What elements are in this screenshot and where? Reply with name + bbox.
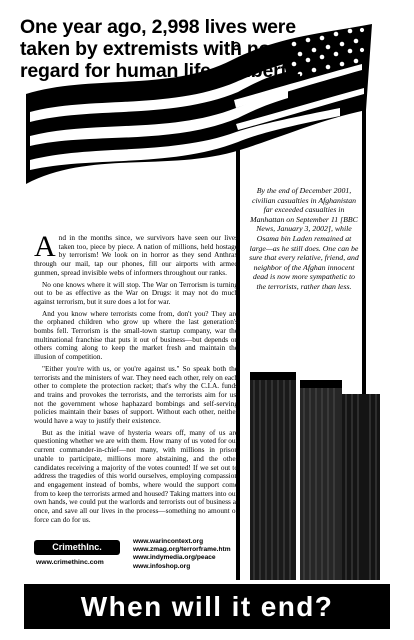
sidebar-quote: By the end of December 2001, civilian casualties in Afghanistan far exceeded casualties in Manhattan on September 11 [BBC News, January 3, 2002], while Osama bin Laden remained at large—as he still does. One can be sure that every relative, friend, and neighbor of the Afghan innocent dead is now more sympathetic to the terrorists, rather than less. <box>249 186 359 291</box>
paragraph-2: No one knows where it will stop. The War on Terrorism is turning out to be as effective as the War on Drugs: it may not do much against terrorism, but it sure does a lot for war. <box>34 279 238 306</box>
article-body <box>34 230 238 528</box>
headline: One year ago, 2,998 lives were taken by extremists with no regard for human life or liberty. <box>20 16 302 82</box>
paragraph-5: But as the initial wave of hysteria wears off, many of us are questioning whether we are with them. How many of us voted for our current commander-in-chief—not many, with millions in prison unable to participate, millions more abstaining, and the other candidates receiving a majority of the votes counted! If we set out to address the tragedies of this world ourselves, employing compassion and engagement instead of bombs, where would the support come from to keep the terrorists armed and housed? Taking matters into our own hands, we could put the warlords and terrorists out of business at once, and save all our lives in the process—something no amount of force can do for us. <box>34 427 238 524</box>
footer-tagline: When will it end? <box>80 591 334 622</box>
twin-towers-illustration <box>250 372 380 580</box>
link-item[interactable]: www.zmag.org/terrorframe.htm <box>133 546 231 554</box>
link-item[interactable]: www.indymedia.org/peace <box>133 554 216 562</box>
link-item[interactable]: www.infoshop.org <box>133 562 191 570</box>
paragraph-4: "Either you're with us, or you're against us." So speak both the terrorists and the ministers of war. They need each other, rely on each other to complete the protection racket; that's why the C.I.A. funds and trains and provokes the terrorists, and the terrorists aim for us, not the government whose haphazard bombings and self-serving policies maintain their bases of support. Without each other, neither would have a way to justify their existence. <box>34 363 238 426</box>
drop-cap: A <box>34 230 56 263</box>
links-list <box>133 538 231 571</box>
paragraph-1-text: nd in the months since, we survivors have seen our lives taken too, piece by piece. A nation of millions, held hostage by terrorism! We look on in horror as they send Anthrax through our mail, tap our phones, fill our airports with armed gunmen, spread invisible webs of informers throughout our ranks. <box>34 233 238 277</box>
crimethinc-logo: CrimethInc. <box>34 540 120 555</box>
link-item[interactable]: www.warincontext.org <box>133 538 204 545</box>
paragraph-3: And you know where terrorists come from, don't you? They are the orphaned children who grow up where the last generation's bombs fell. Terrorism is the small-town startup company, war the multinational franchise that puts it out of business—but depends on others coming along to keep the market fresh and maintain the illusion of competition. <box>34 308 238 362</box>
paragraph-1 <box>34 230 238 278</box>
logo-url[interactable]: www.crimethinc.com <box>36 559 104 566</box>
